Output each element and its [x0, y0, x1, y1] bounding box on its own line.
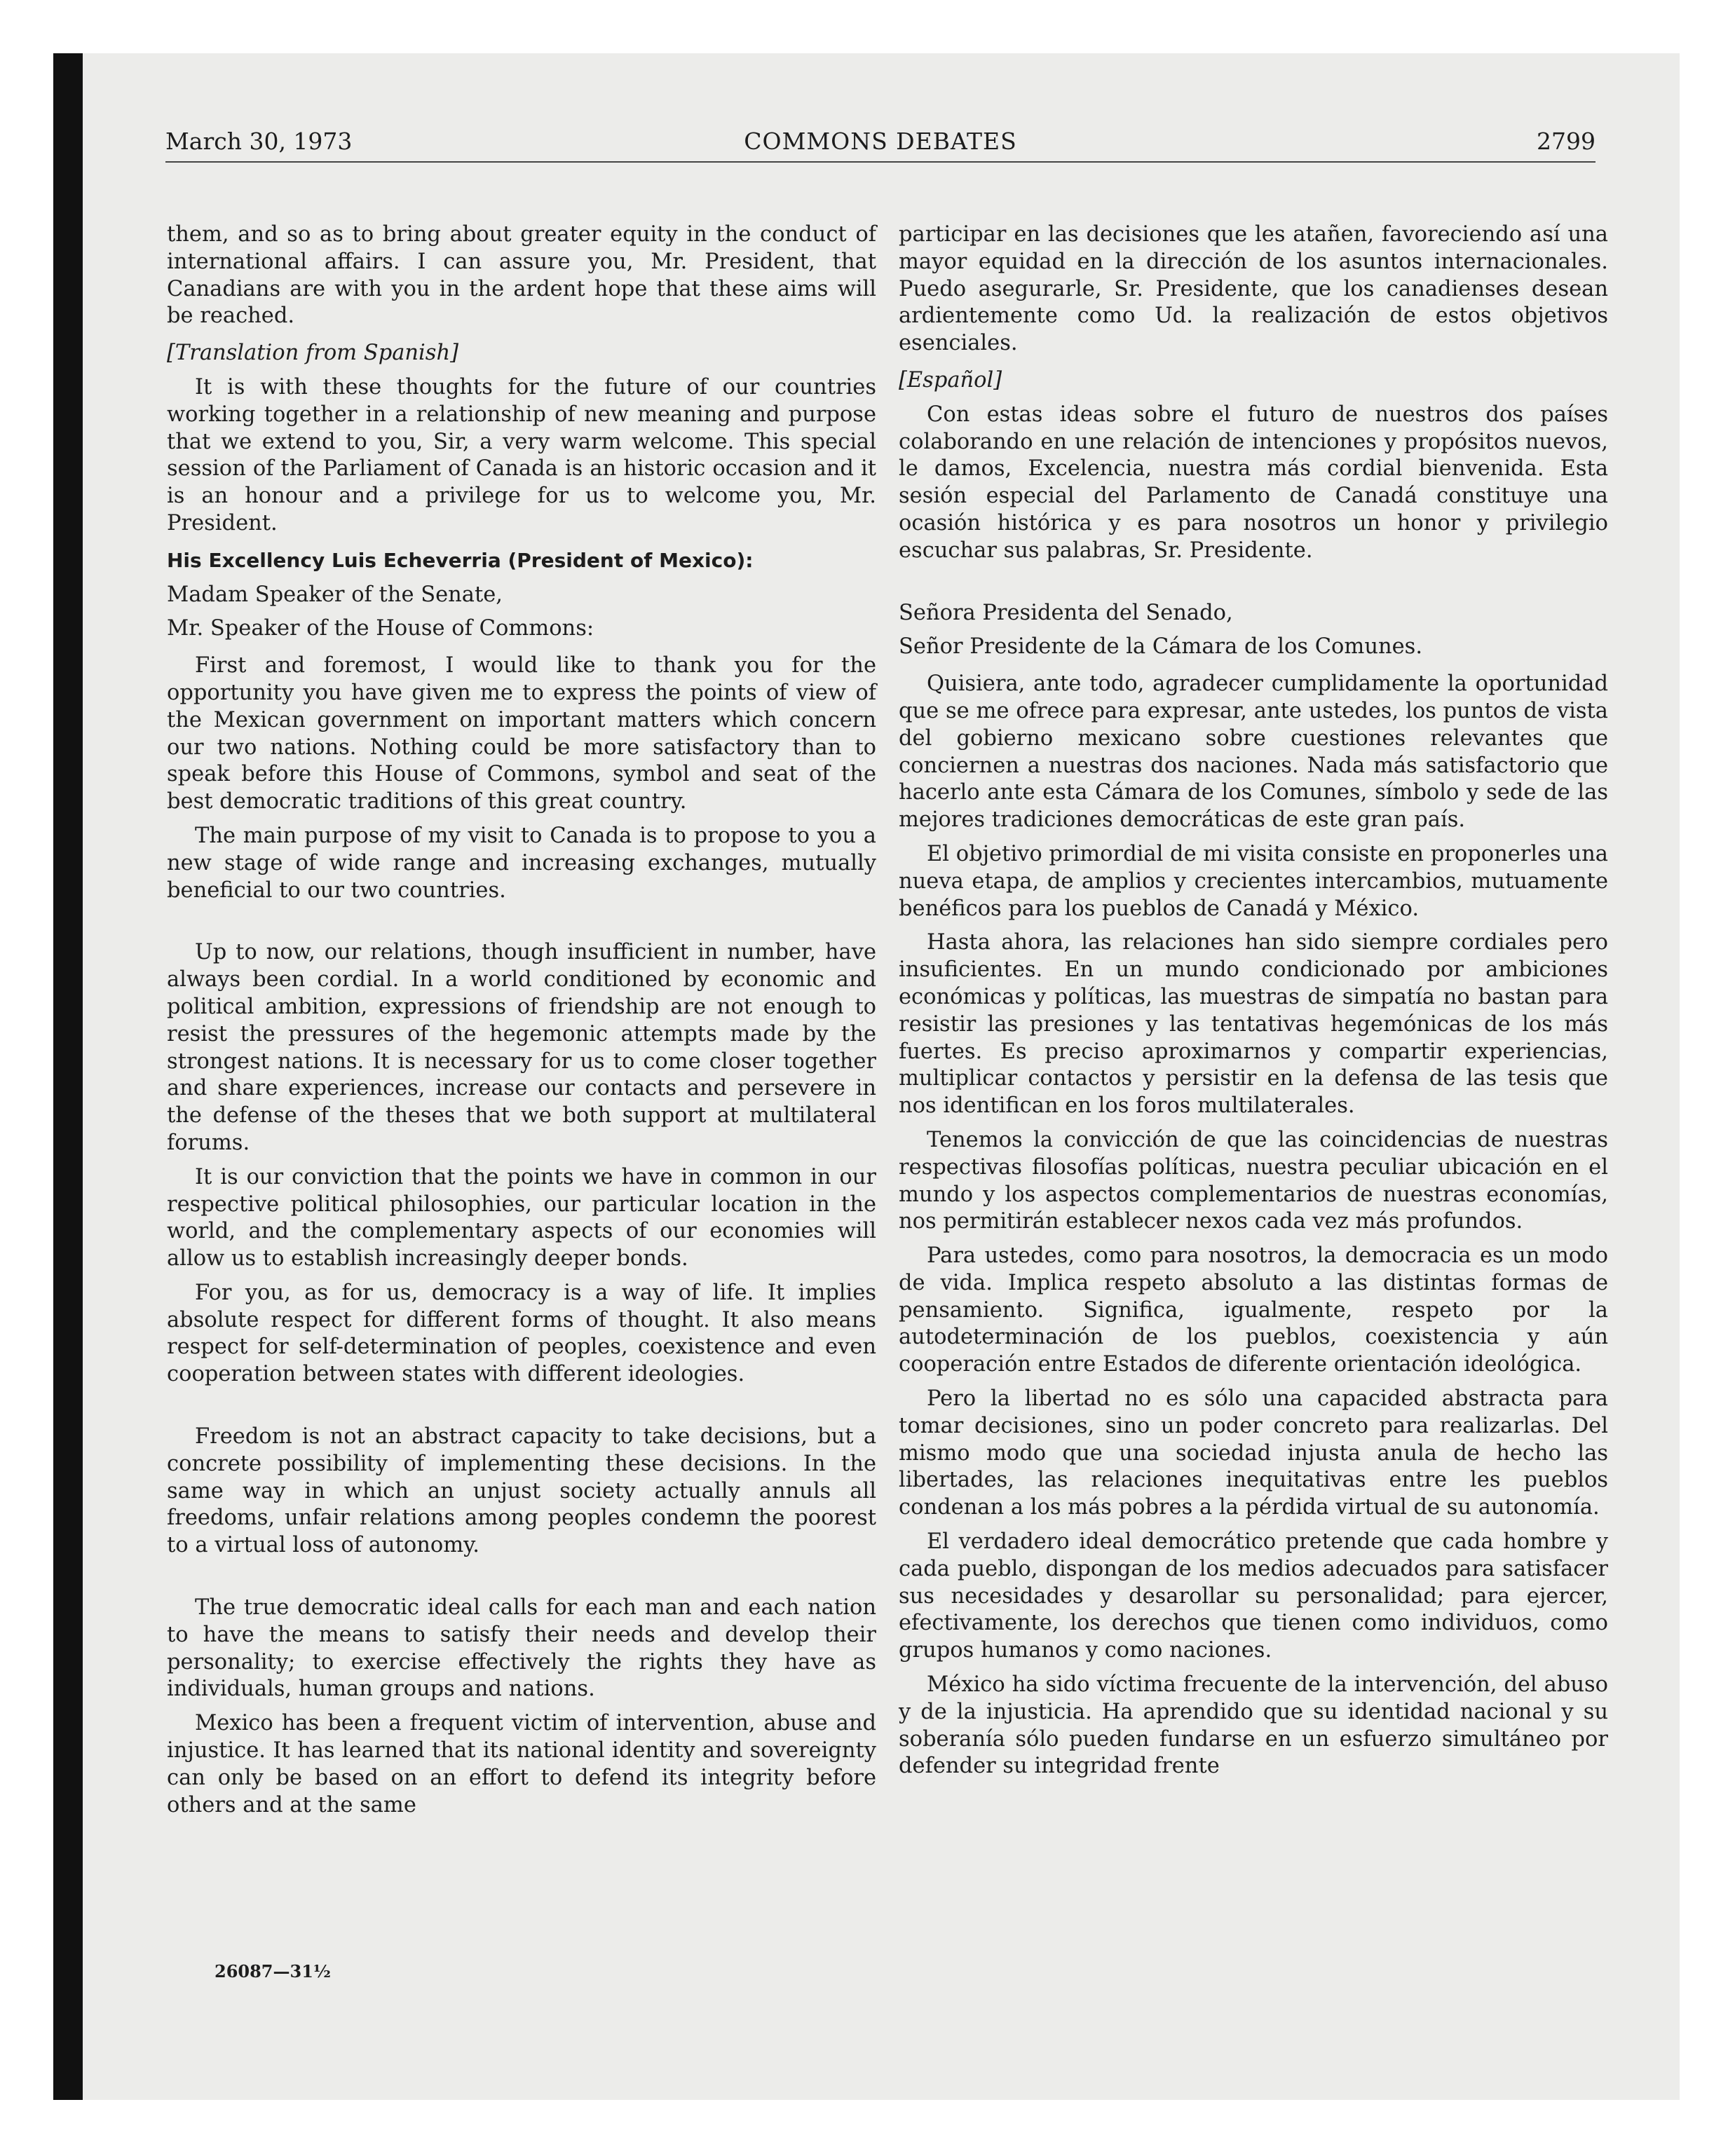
paragraph: Mexico has been a frequent victim of intervention, abuse and injustice. It has learned that its national identity and sovereignty can only be based on an effort to defend its integrity before others and at the same	[167, 1711, 876, 1817]
running-header	[165, 128, 1595, 163]
paragraph: The main purpose of my visit to Canada is to propose to you a new stage of wide range and increasing exchanges, mutually beneficial to our two countries.	[167, 823, 876, 903]
paragraph: Hasta ahora, las relaciones han sido siempre cordiales pero insuficientes. En un mundo condicionado por ambiciones económicas y políticas, las muestras de simpatía no bastan para resistir las presiones y las tentativas hegemónicas de los más fuertes. Es preciso aproximarnos y compartir experiencias, multiplicar contactos y persistir en la defensa de las tesis que nos identifican en los foros multilaterales.	[899, 930, 1608, 1119]
paragraph: The true democratic ideal calls for each man and each nation to have the means to satisfy their needs and develop their personality; to exercise effectively the rights they have as individuals, human groups and nations.	[167, 1595, 876, 1702]
paragraph: Con estas ideas sobre el futuro de nuestros dos países colaborando en une relación de intenciones y propósitos nuevos, le damos, Excelencia, nuestra más cordial bienvenida. Esta sesión especial del Parlamento de Canadá constituye una ocasión histórica y es para nosotros un honor y privilegio escuchar sus palabras, Sr. Presidente.	[899, 402, 1608, 563]
paragraph: participar en las decisiones que les atañen, favoreciendo así una mayor equidad en la dirección de los asuntos internacionales. Puedo asegurarle, Sr. Presidente, que los canadienses desean ardientemente como Ud. la realización de estos objetivos esenciales.	[899, 222, 1608, 356]
paragraph: For you, as for us, democracy is a way of life. It implies absolute respect for different forms of thought. It also means respect for self-determination of peoples, coexistence and even cooperation between states with different ideologies.	[167, 1280, 876, 1387]
header-title: COMMONS DEBATES	[744, 128, 1017, 155]
salutation: Señor Presidente de la Cámara de los Comunes.	[899, 634, 1423, 660]
paragraph: First and foremost, I would like to thank you for the opportunity you have given me to express the points of view of the Mexican government on important matters which concern our two nations. Nothing could be more satisfactory than to speak before this House of Commons, symbol and seat of the best democratic traditions of this great country.	[167, 653, 876, 814]
paragraph: It is our conviction that the points we have in common in our respective political philosophies, our particular location in the world, and the complementary aspects of our economies will allow us to establish increasingly deeper bonds.	[167, 1164, 876, 1271]
salutation: Mr. Speaker of the House of Commons:	[167, 616, 594, 641]
paragraph: El verdadero ideal democrático pretende que cada hombre y cada pueblo, dispongan de los medios adecuados para satisfacer sus necesidades y desarollar su personalidad; para ejercer, efectivamente, los derechos que tienen como individuos, como grupos humanos y como naciones.	[899, 1529, 1608, 1663]
paragraph: El objetivo primordial de mi visita consiste en proponerles una nueva etapa, de amplios y crecientes intercambios, mutuamente benéficos para los pueblos de Canadá y México.	[899, 841, 1608, 921]
paragraph: Tenemos la convicción de que las coincidencias de nuestras respectivas filosofías políticas, nuestra peculiar ubicación en el mundo y los aspectos complementarios de nuestras economías, nos permitirán establecer nexos cada vez más profundos.	[899, 1127, 1608, 1234]
salutation: Madam Speaker of the Senate,	[167, 582, 503, 607]
paragraph: Para ustedes, como para nosotros, la democracia es un modo de vida. Implica respeto absoluto a las distintas formas de pensamiento. Significa, igualmente, respeto por la autodeterminación de los pueblos, coexistencia y aún cooperación entre Estados de diferente orientación ideológica.	[899, 1243, 1608, 1377]
page-number: 2799	[1537, 128, 1595, 155]
paragraph: Pero la libertad no es sólo una capacided abstracta para tomar decisiones, sino un poder concreto para realizarlas. Del mismo modo que una sociedad injusta anula de hecho las libertades, las relaciones inequitativas entre les pueblos condenan a los más pobres a la pérdida virtual de su autonomía.	[899, 1386, 1608, 1520]
paragraph: Freedom is not an abstract capacity to take decisions, but a concrete possibility of implementing these decisions. In the same way in which an unjust society actually annuls all freedoms, unfair relations among peoples condemn the poorest to a virtual loss of autonomy.	[167, 1424, 876, 1558]
header-date: March 30, 1973	[165, 128, 353, 155]
spanish-column	[899, 221, 1608, 1780]
translation-label: [Translation from Spanish]	[167, 341, 458, 366]
paragraph: Quisiera, ante todo, agradecer cumplidamente la oportunidad que se me ofrece para expresar, ante ustedes, los puntos de vista del gobierno mexicano sobre cuestiones relevantes que conciernen a nuestras dos naciones. Nada más satisfactorio que hacerlo ante esta Cámara de los Comunes, símbolo y sede de las mejores tradiciones democráticas de este gran país.	[899, 671, 1608, 833]
english-column	[167, 221, 876, 1819]
translation-label: [Español]	[899, 367, 1002, 393]
binding-edge	[53, 53, 83, 2100]
salutation: Señora Presidenta del Senado,	[899, 600, 1233, 625]
printer-signature: 26087—31½	[215, 1961, 331, 1981]
paragraph: Up to now, our relations, though insufficient in number, have always been cordial. In a world conditioned by economic and political ambition, expressions of friendship are not enough to resist the pressures of the hegemonic attempts made by the strongest nations. It is necessary for us to come closer together and share experiences, increase our contacts and persevere in the defense of the theses that we both support at multilateral forums.	[167, 940, 876, 1155]
paragraph: México ha sido víctima frecuente de la intervención, del abuso y de la injusticia. Ha aprendido que su identidad nacional y su soberanía sólo pueden fundarse en un esfuerzo simultáneo por defender su integridad frente	[899, 1672, 1608, 1779]
speaker-heading: His Excellency Luis Echeverria (President of Mexico):	[167, 548, 754, 572]
paragraph: them, and so as to bring about greater equity in the conduct of international affairs. I can assure you, Mr. President, that Canadians are with you in the ardent hope that these aims will be reached.	[167, 222, 876, 329]
paragraph: It is with these thoughts for the future of our countries working together in a relationship of new meaning and purpose that we extend to you, Sir, a very warm welcome. This special session of the Parliament of Canada is an historic occasion and it is an honour and a privilege for us to welcome you, Mr. President.	[167, 374, 876, 535]
